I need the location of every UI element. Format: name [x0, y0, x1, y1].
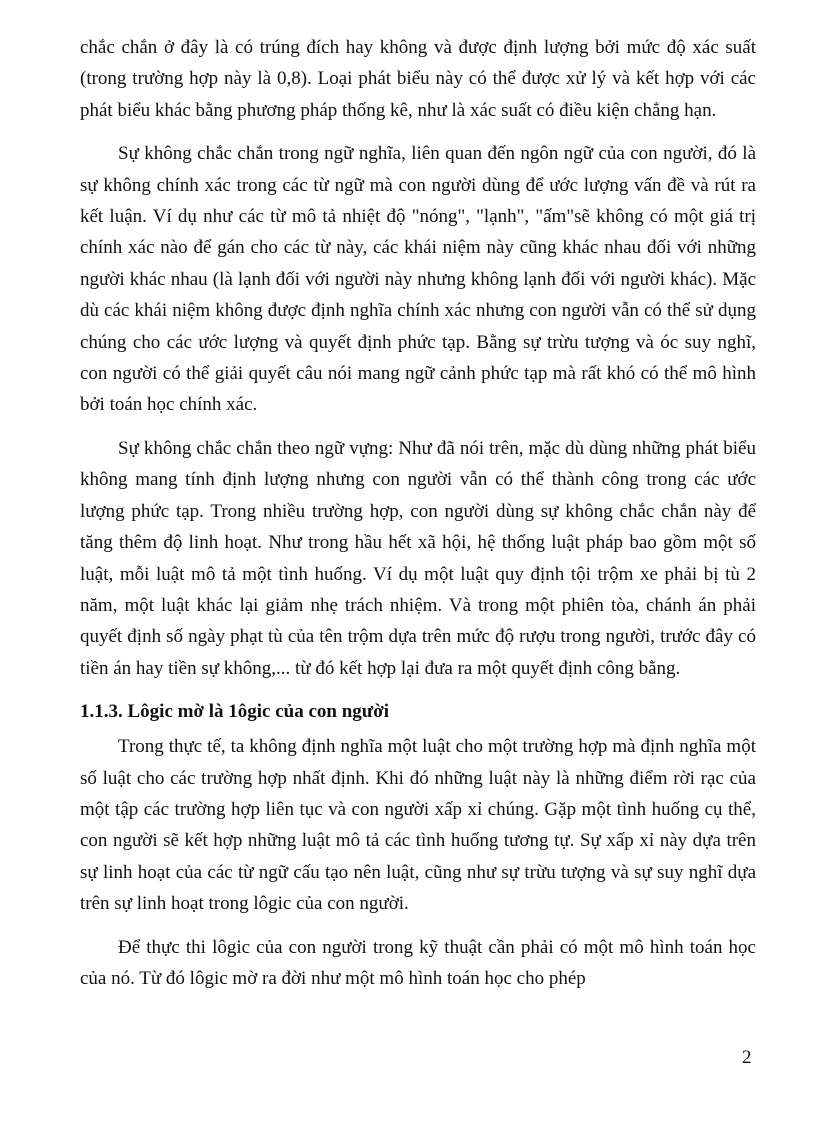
document-page: [80, 32, 756, 1006]
page-number: 2: [742, 1047, 752, 1068]
paragraph-semantic-uncertainty: Sự không chắc chắn trong ngữ nghĩa, liên quan đến ngôn ngữ của con người, đó là sự không chính xác trong các từ ngữ mà con người dùng để ước lượng vấn đề và rút ra kết luận. Ví dụ như các từ mô tả nhiệt độ "nóng", "lạnh", "ấm"sẽ không có một giá trị chính xác nào để gán cho các từ này, các khái niệm này cũng khác nhau đối với những người khác nhau (là lạnh đối với người này nhưng không lạnh đối với người khác). Mặc dù các khái niệm không được định nghĩa chính xác nhưng con người vẫn có thể sử dụng chúng cho các ước lượng và quyết định phức tạp. Bằng sự trừu tượng và óc suy nghĩ, con người có thể giải quyết câu nói mang ngữ cảnh phức tạp mà rất khó có thể mô hình bởi toán học chính xác.: [80, 143, 756, 416]
paragraph-probability-continuation: chắc chắn ở đây là có trúng đích hay không và được định lượng bởi mức độ xác suất (trong trường hợp này là 0,8). Loại phát biểu này có thể được xử lý và kết hợp với các phát biểu khác bằng phương pháp thống kê, như là xác suất có điều kiện chẳng hạn.: [80, 37, 756, 121]
paragraph-rules-approximation: Trong thực tế, ta không định nghĩa một luật cho một trường hợp mà định nghĩa một số luật cho các trường hợp nhất định. Khi đó những luật này là những điểm rời rạc của một tập các trường hợp liên tục và con người xấp xỉ chúng. Gặp một tình huống cụ thể, con người sẽ kết hợp những luật mô tả các tình huống tương tự. Sự xấp xỉ này dựa trên sự linh hoạt của các từ ngữ cấu tạo nên luật, cũng như sự trừu tượng và sự suy nghĩ dựa trên sự linh hoạt trong lôgic của con người.: [80, 736, 756, 915]
paragraph-lexical-uncertainty: Sự không chắc chắn theo ngữ vựng: Như đã nói trên, mặc dù dùng những phát biểu không mang tính định lượng nhưng con người vẫn có thể thành công trong các ước lượng phức tạp. Trong nhiều trường hợp, con người dùng sự không chắc chắn này để tăng thêm độ linh hoạt. Như trong hầu hết xã hội, hệ thống luật pháp bao gồm một số luật, mỗi luật mô tả một tình huống. Ví dụ một luật quy định tội trộm xe phải bị tù 2 năm, một luật khác lại giảm nhẹ trách nhiệm. Và trong một phiên tòa, chánh án phải quyết định số ngày phạt tù của tên trộm dựa trên mức độ rượu trong người, trước đây có tiền án hay tiền sự không,... từ đó kết hợp lại đưa ra một quyết định công bằng.: [80, 437, 756, 679]
section-heading: 1.1.3. Lôgic mờ là 1ôgic của con người: [80, 701, 389, 723]
paragraph-fuzzy-logic-model: Để thực thi lôgic của con người trong kỹ thuật cần phải có một mô hình toán học của nó. Từ đó lôgic mờ ra đời như một mô hình toán học cho phép: [80, 936, 756, 989]
